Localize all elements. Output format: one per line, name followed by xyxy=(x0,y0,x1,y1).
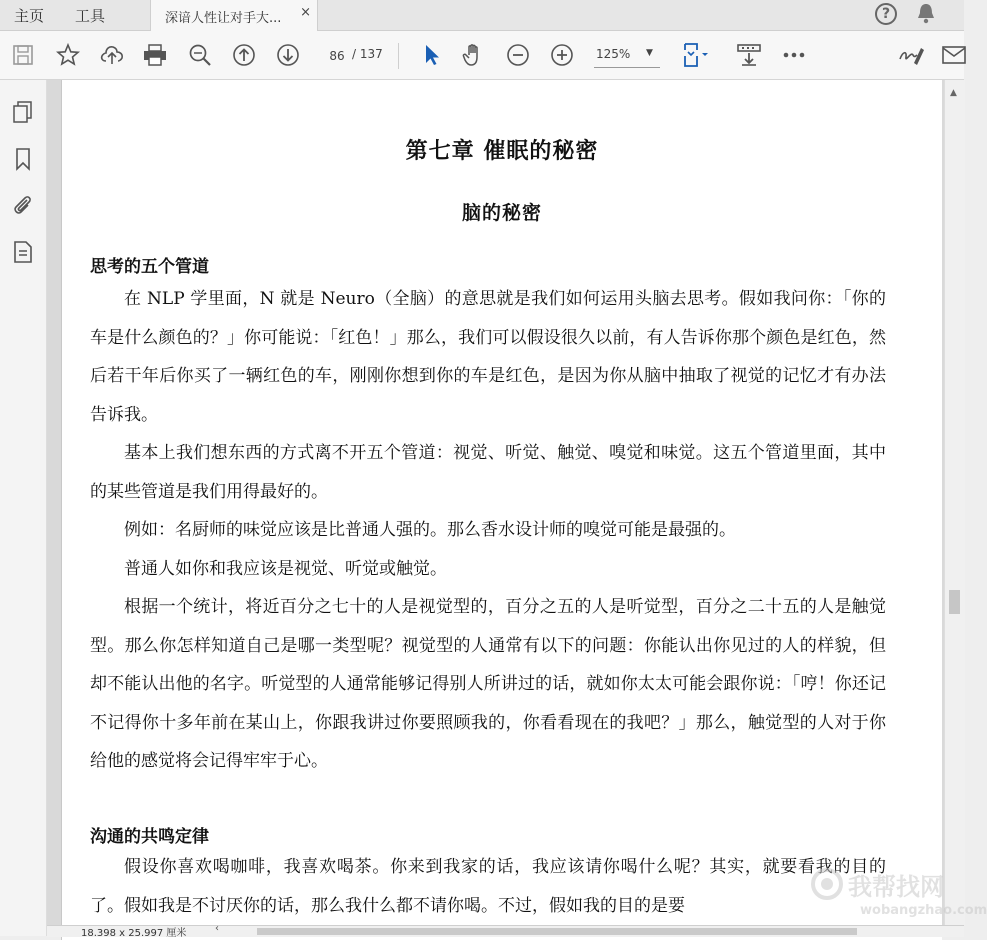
hand-tool-icon[interactable] xyxy=(460,41,488,69)
document-viewport[interactable] xyxy=(47,80,944,925)
paragraph: 例如：名厨师的味觉应该是比普通人强的。那么香水设计师的嗅觉可能是最强的。 xyxy=(124,520,736,540)
close-icon[interactable]: × xyxy=(300,5,311,20)
scroll-mode-icon[interactable] xyxy=(735,41,763,69)
pages-icon[interactable] xyxy=(11,100,35,124)
scroll-left-icon[interactable]: ‹ xyxy=(215,923,219,934)
print-icon[interactable] xyxy=(141,41,169,69)
watermark-text: 我帮找网 xyxy=(848,873,944,901)
watermark-logo-icon xyxy=(810,867,844,901)
document-tab-title: 深谙人性让对手大... xyxy=(165,11,282,26)
subheading: 沟通的共鸣定律 xyxy=(90,827,209,847)
watermark-url: wobangzhao.com xyxy=(860,903,987,918)
paragraph: 基本上我们想东西的方式离不开五个管道：视觉、听觉、触觉、嗅觉和味觉。这五个管道里面，其中的某些管道是我们用得最好的。 xyxy=(90,443,886,502)
watermark xyxy=(808,865,987,925)
sign-icon[interactable] xyxy=(897,41,925,69)
zoom-in-icon[interactable] xyxy=(548,41,576,69)
zoom-out-icon[interactable] xyxy=(504,41,532,69)
horizontal-scroll-thumb[interactable] xyxy=(257,928,857,935)
chapter-title: 第七章 催眠的秘密 xyxy=(405,138,599,164)
paragraph: 普通人如你和我应该是视觉、听觉或触觉。 xyxy=(124,559,447,579)
bookmark-icon[interactable] xyxy=(11,147,35,171)
scroll-up-icon[interactable]: ▲ xyxy=(950,88,957,98)
tab-bar xyxy=(0,0,964,31)
page-size-readout: 18.398 x 25.997 厘米 xyxy=(81,928,187,939)
paragraph: 根据一个统计，将近百分之七十的人是视觉型的，百分之五的人是听觉型，百分之二十五的人是触觉型。那么你怎样知道自己是哪一类型呢？视觉型的人通常有以下的问题：你能认出你见过的人的样貌，但却不能认出他的名字。听觉型的人通常能够记得别人所讲过的话，就如你太太可能会跟你说：「哼！你还记不记得你十多年前在某山上，你跟我讲过你要照顾我的，你看看现在的我吧？」那么，触觉型的人对于你给他的感觉将会记得牢牢于心。 xyxy=(90,597,886,771)
scroll-thumb[interactable] xyxy=(949,590,960,614)
fit-page-icon[interactable] xyxy=(682,41,710,69)
page-number-input[interactable] xyxy=(320,46,354,66)
more-icon[interactable] xyxy=(780,41,808,69)
vertical-scrollbar[interactable] xyxy=(944,80,965,925)
pdf-page xyxy=(61,80,942,940)
toolbar xyxy=(0,31,964,80)
save-icon[interactable] xyxy=(9,41,37,69)
zoom-level[interactable]: 125% xyxy=(596,47,631,61)
help-icon[interactable]: ? xyxy=(875,3,897,25)
attachment-icon[interactable] xyxy=(11,193,35,217)
status-bar xyxy=(47,925,964,937)
zoom-search-icon[interactable] xyxy=(186,41,214,69)
left-panel xyxy=(0,80,47,936)
bell-icon[interactable] xyxy=(916,2,936,28)
prev-page-icon[interactable] xyxy=(230,41,258,69)
cloud-upload-icon[interactable] xyxy=(98,41,126,69)
section-title: 脑的秘密 xyxy=(461,202,542,224)
toolbar-divider xyxy=(398,43,399,69)
paragraph: 在 NLP 学里面，N 就是 Neuro（全脑）的意思就是我们如何运用头脑去思考。假如我问你：「你的车是什么颜色的？」你可能说：「红色！」那么，我们可以假设很久以前，有人告诉你那个颜色是红色，然后若干年后你买了一辆红色的车，刚刚你想到你的车是红色，是因为你从脑中抽取了视觉的记忆才有办法告诉我。 xyxy=(90,289,886,425)
zoom-underline xyxy=(594,67,660,68)
page-total: / 137 xyxy=(352,47,383,61)
mail-icon[interactable] xyxy=(940,41,968,69)
tab-home[interactable]: 主页 xyxy=(14,7,45,25)
paragraph: 假设你喜欢喝咖啡，我喜欢喝茶。你来到我家的话，我应该请你喝什么呢？其实，就要看我的目的了。假如我是不讨厌你的话，那么我什么都不请你喝。不过，假如我的目的是要 xyxy=(90,857,886,916)
select-cursor-icon[interactable] xyxy=(417,41,445,69)
document-icon[interactable] xyxy=(11,240,35,264)
star-icon[interactable] xyxy=(54,41,82,69)
tab-document[interactable] xyxy=(150,0,318,31)
tab-tools[interactable]: 工具 xyxy=(75,7,106,25)
chevron-down-icon[interactable]: ▼ xyxy=(646,48,653,58)
subheading: 思考的五个管道 xyxy=(90,257,209,277)
next-page-icon[interactable] xyxy=(274,41,302,69)
